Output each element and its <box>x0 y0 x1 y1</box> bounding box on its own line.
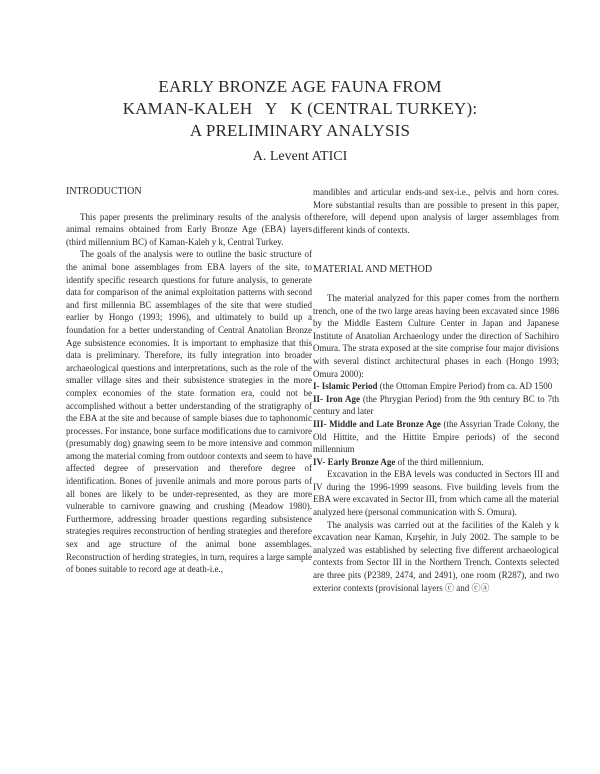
introduction-heading: INTRODUCTION <box>66 186 142 197</box>
material-method-heading: MATERIAL AND METHOD <box>313 264 433 276</box>
period-label: III- Middle and Late Bronze Age <box>313 418 441 429</box>
period-label: I- Islamic Period <box>313 381 378 392</box>
title-line-1: EARLY BRONZE AGE FAUNA FROM <box>158 77 442 96</box>
method-paragraph-1: The material analyzed for this paper comes from the northern trench, one of the two large areas having been excavated since 1986 by the Middle Eastern Culture Center in Japan and Japanese Institute of Anatolian Archaeology under the direction of Sachihiro Omura. The strata exposed at the site comprise four major divisions with several distinct architectural phases in each (Hongo 1993; Omura 2000): <box>313 292 559 379</box>
intro-paragraph-1: This paper presents the preliminary results of the analysis of animal remains obtained from Early Bronze Age (EBA) layers (third millennium BC) of Kaman-Kaleh y k, Central Turkey. <box>66 211 312 247</box>
left-column <box>66 186 312 576</box>
author-name: A. Levent ATICI <box>252 149 348 164</box>
period-item <box>313 380 559 393</box>
period-label: II- Iron Age <box>313 393 361 404</box>
title-line-2: KAMAN-KALEH Y K (CENTRAL TURKEY): <box>122 99 478 118</box>
period-text: (the Ottoman Empire Period) from ca. AD 1500 <box>377 381 553 392</box>
period-text: (the Assyrian Trade Colony, the Old Hittite, and the Hittite Empire periods) of the second millennium <box>313 418 559 455</box>
title-line-3: A PRELIMINARY ANALYSIS <box>189 121 411 140</box>
period-text: of the third millennium. <box>395 456 484 467</box>
right-column <box>313 186 559 594</box>
intro-paragraph-2: The goals of the analysis were to outline the basic structure of the animal bone assemblages from EBA layers of the site, to identify specific research questions for future analysis, to generate data for comparison of the animal exploitation patterns with second and first millennia BC assemblages of the site that were studied earlier by Hongo (1993; 1996), and ultimately to build up a foundation for a better understanding of Central Anatolian Bronze Age subsistence economies. It is important to emphasize that this data is preliminary. Therefore, its fully integration into broader archaeological questions and interpretations, such as the role of the smaller village sites and their subsistence strategies in the more complex economies of the state formation era, could not be accomplished without a better understanding of the stratigraphy of the EBA at the site and because of sample biases due to taphonomic processes. For instance, bone surface modifications due to carnivore (presumably dog) gnawing seem to be more intensive and common among the material coming from outdoor contexts and seem to have affected degree of preservation and therefore degree of identification. Bones of juvenile animals and more porous parts of all bones are likely to be under-represented, as they are more vulnerable to carnivore gnawing and crushing (Meadow 1980). Furthermore, addressing broader questions regarding subsistence strategies requires reconstruction of herding strategies and therefore sex and age structure of the animal bone assemblages. Reconstruction of herding strategies, in turn, requires a large sample of bones suitable to record age at death-i.e., <box>66 249 313 575</box>
period-item <box>313 393 559 418</box>
period-label: IV- Early Bronze Age <box>313 456 396 467</box>
period-text: (the Phrygian Period) from the 9th century BC to 7th century and later <box>313 393 560 417</box>
period-item <box>313 418 559 456</box>
method-paragraph-3: The analysis was carried out at the facilities of the Kaleh y k excavation near Kaman, Kırşehir, in July 2002. The sample to be analyzed was established by selecting five different archaeological contexts from Sector III in the Northern Trench. Contexts selected are three pits (P2389, 2474, and 2491), one room (R287), and two exterior contexts (provisional layers ⓒ and ⓒⓐ <box>313 519 559 593</box>
method-paragraph-2: Excavation in the EBA levels was conducted in Sectors III and IV during the 1996-1999 seasons. Five building levels from the EBA were excavated in Sector III, from which came all the material analyzed here (personal communication with S. Omura). <box>313 469 559 518</box>
continued-paragraph: mandibles and articular ends-and sex-i.e., pelvis and horn cores. More substantial results than are possible to present in this paper, therefore, will depend upon analysis of larger assemblages from different kinds of contexts. <box>313 187 559 235</box>
period-item <box>313 456 559 469</box>
